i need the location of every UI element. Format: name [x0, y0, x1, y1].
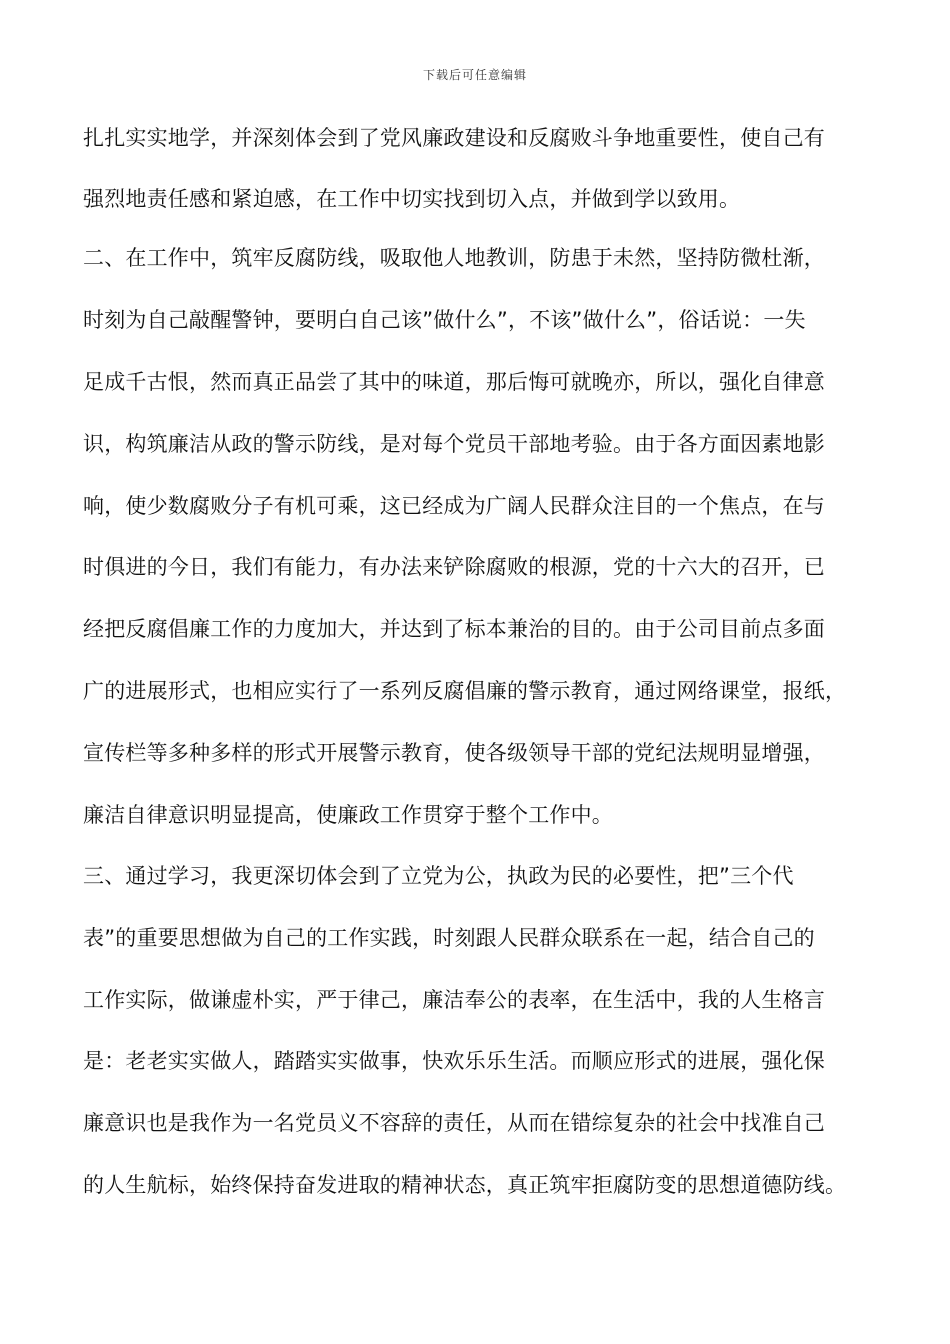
text-line: 扎扎实实地学，并深刻体会到了党风廉政建设和反腐败斗争地重要性，使自己有: [83, 126, 825, 150]
text-line: 足成千古恨，然而真正品尝了其中的味道，那后悔可就晚亦，所以，强化自律意: [83, 370, 825, 394]
text-line: 经把反腐倡廉工作的力度加大，并达到了标本兼治的目的。由于公司目前点多面: [83, 617, 825, 641]
text-line: 廉洁自律意识明显提高，使廉政工作贯穿于整个工作中。: [83, 803, 613, 827]
text-line: 识，构筑廉洁从政的警示防线，是对每个党员干部地考验。由于各方面因素地影: [83, 432, 825, 456]
text-line: 三、通过学习，我更深切体会到了立党为公，执政为民的必要性，把”三个代: [83, 864, 794, 888]
text-line: 的人生航标，始终保持奋发进取的精神状态，真正筑牢拒腐防变的思想道德防线。: [83, 1173, 847, 1197]
text-line: 廉意识也是我作为一名党员义不容辞的责任，从而在错综复杂的社会中找准自己: [83, 1111, 825, 1135]
text-line: 强烈地责任感和紧迫感，在工作中切实找到切入点，并做到学以致用。: [83, 187, 741, 211]
text-line: 工作实际，做谦虚朴实，严于律己，廉洁奉公的表率，在生活中，我的人生格言: [83, 988, 825, 1012]
text-line: 响，使少数腐败分子有机可乘，这已经成为广阔人民群众注目的一个焦点，在与: [83, 494, 825, 518]
page-header: 下载后可任意编辑: [422, 68, 527, 82]
text-line: 广的进展形式，也相应实行了一系列反腐倡廉的警示教育，通过网络课堂，报纸，: [83, 679, 847, 703]
text-line: 时刻为自己敲醒警钟，要明白自己该”做什么”，不该”做什么”，俗话说：一失: [83, 308, 806, 332]
text-line: 时俱进的今日，我们有能力，有办法来铲除腐败的根源，党的十六大的召开，已: [83, 555, 825, 579]
text-line: 表”的重要思想做为自己的工作实践，时刻跟人民群众联系在一起，结合自己的: [83, 926, 815, 950]
text-line: 二、在工作中，筑牢反腐防线，吸取他人地教训，防患于未然，坚持防微杜渐，: [83, 246, 825, 270]
text-line: 宣传栏等多种多样的形式开展警示教育，使各级领导干部的党纪法规明显增强，: [83, 741, 825, 765]
text-line: 是：老老实实做人，踏踏实实做事，快欢乐乐生活。而顺应形式的进展，强化保: [83, 1049, 825, 1073]
